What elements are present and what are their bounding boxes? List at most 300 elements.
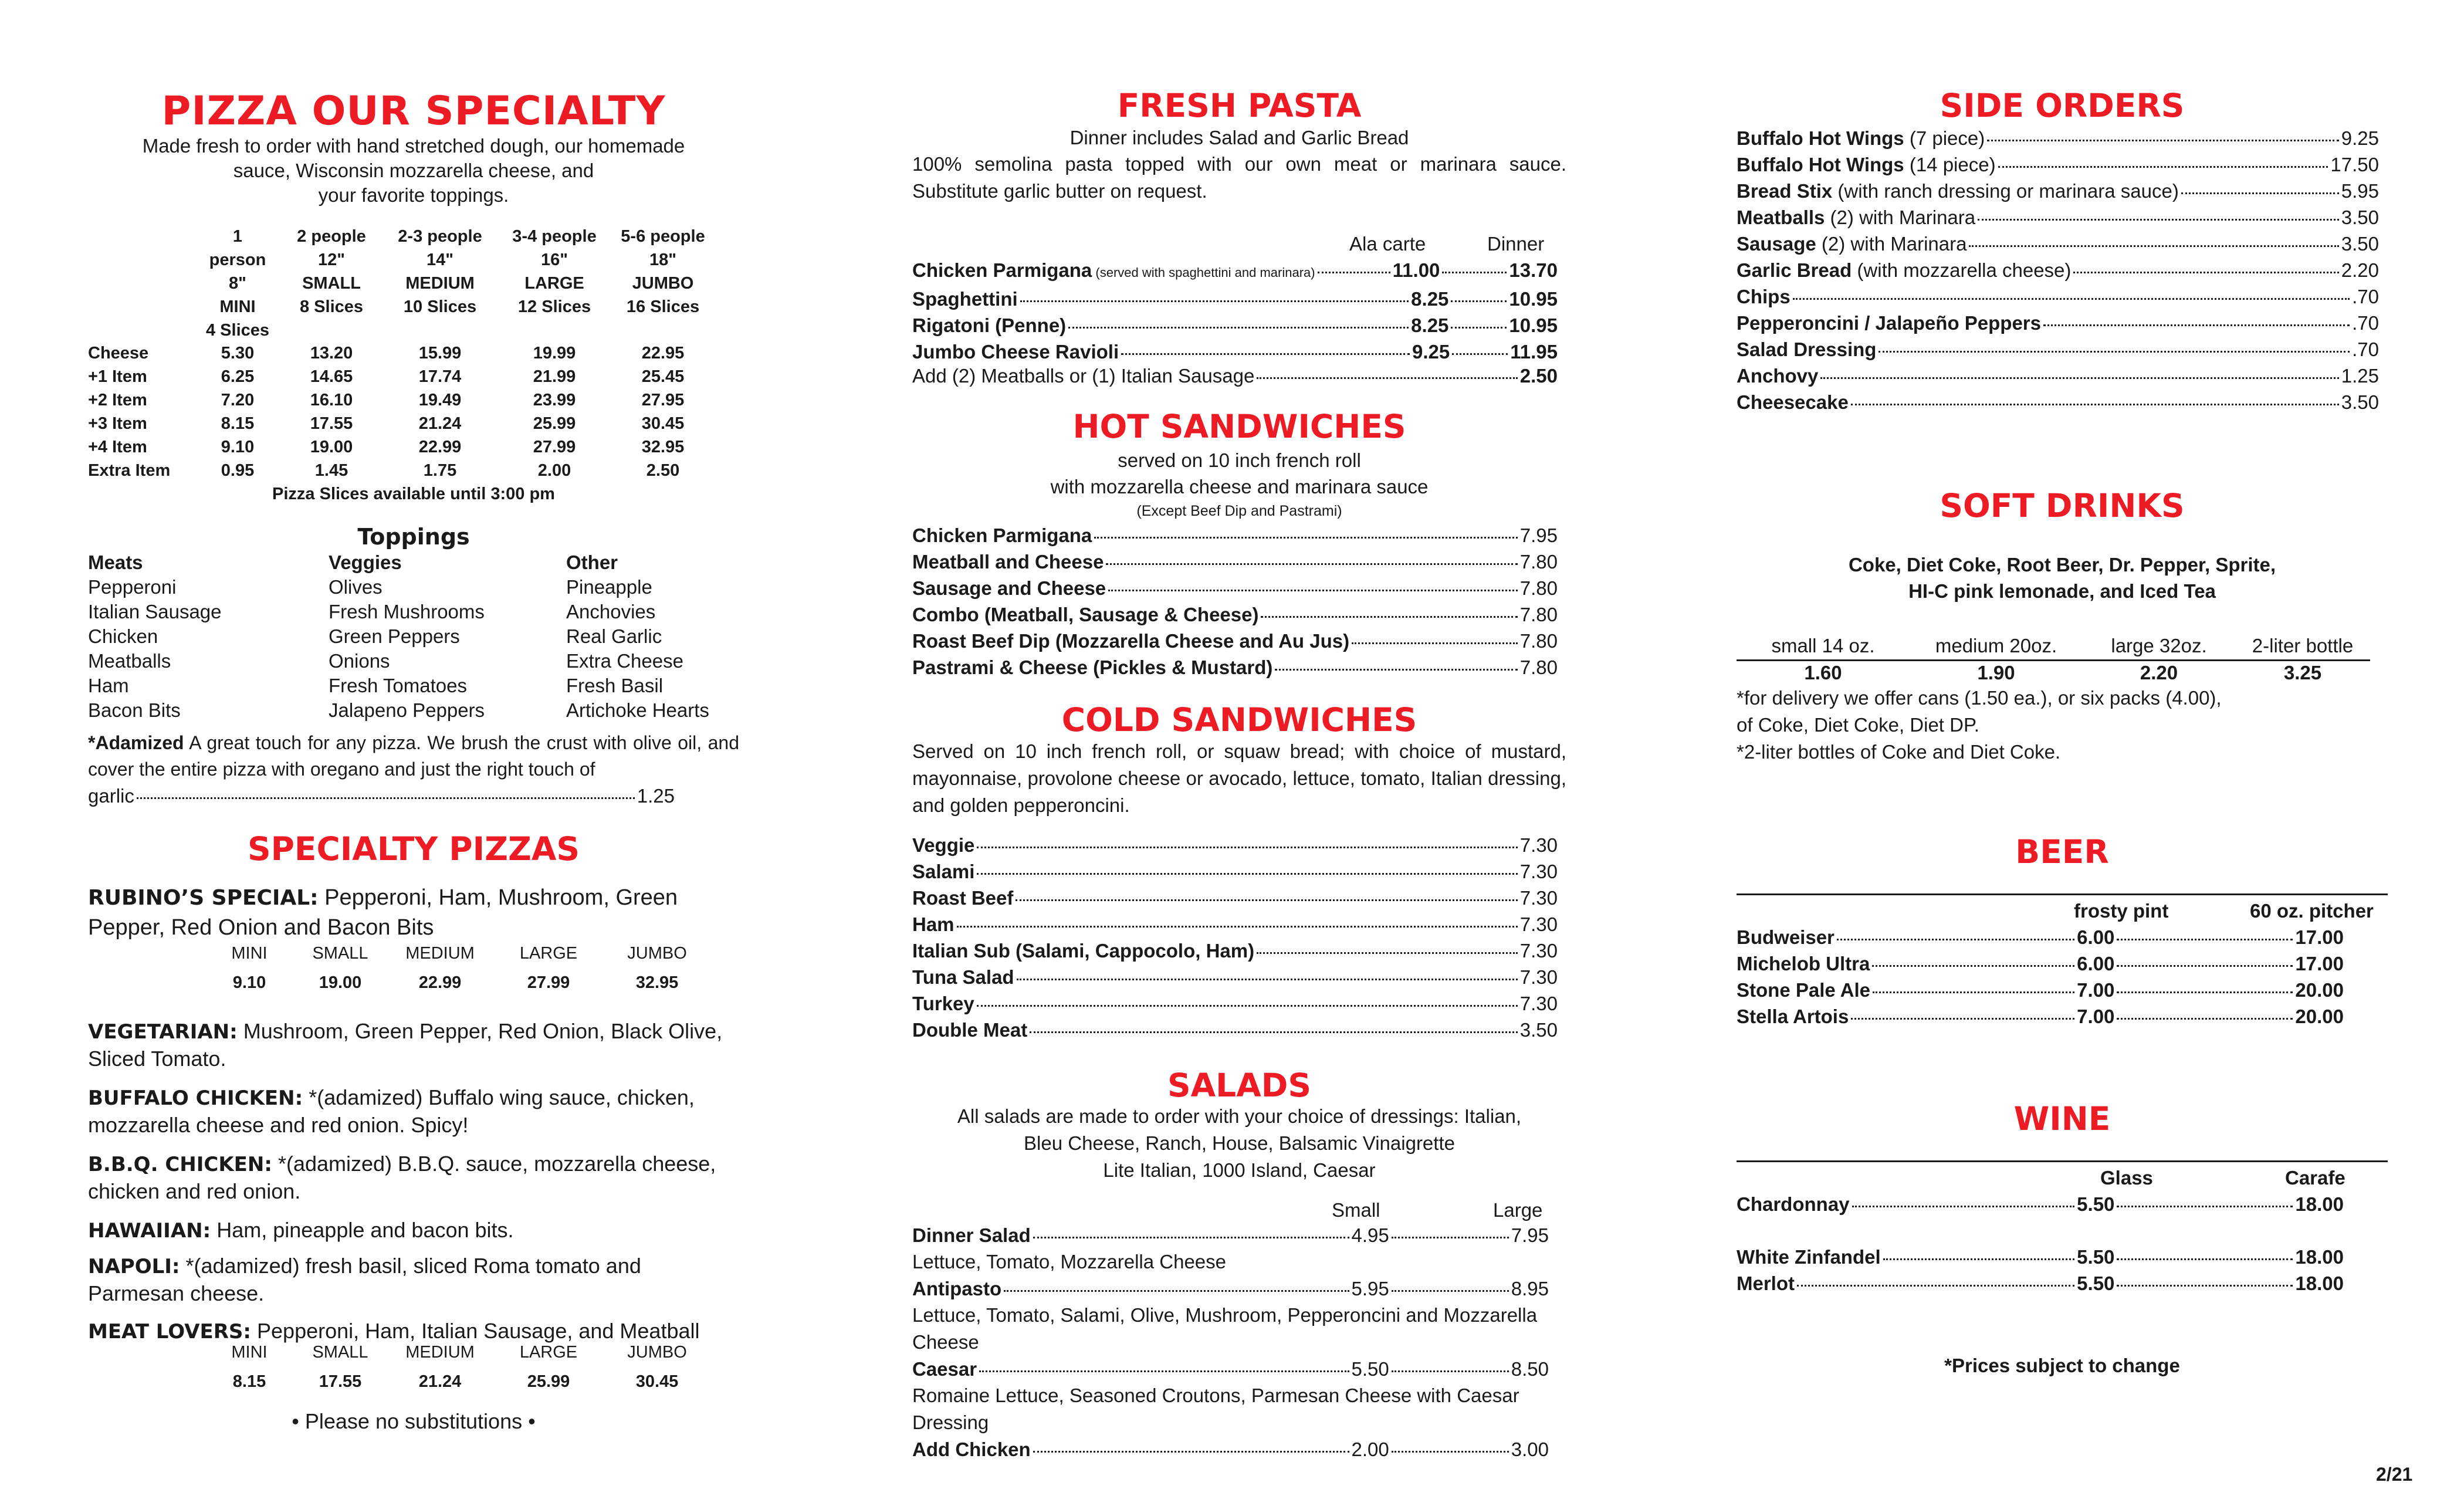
item-note: (2) with Marinara [1825, 207, 1976, 228]
pasta-sandwich-column [912, 0, 1566, 1496]
cold-desc: Served on 10 inch french roll, or squaw bread; with choice of mustard, mayonnaise, provolone cheese or avocado, lettuce, tomato, Italian dressing, and golden pepperoncini. [912, 740, 1566, 816]
dot-leader [1969, 245, 2338, 247]
size-slices: 12 Slices [517, 297, 591, 316]
item-note: (2) with Marinara [1816, 233, 1967, 255]
topping-item: Meatballs [88, 650, 171, 672]
price-small: 5.95 [1351, 1278, 1389, 1299]
side-orders-title: SIDE ORDERS [1940, 87, 2185, 124]
item-name [912, 257, 1315, 286]
dot-leader [1261, 616, 1517, 618]
price-cell: 8.15 [221, 414, 255, 433]
menu-row [912, 1017, 1558, 1043]
salad-item [912, 1436, 1558, 1463]
dot-leader [1033, 1451, 1349, 1453]
price-row-label: Extra Item [88, 461, 171, 480]
item-price: 5.95 [2341, 180, 2379, 202]
salad-desc: Romaine Lettuce, Seasoned Croutons, Parmesan Cheese with Caesar Dressing [912, 1385, 1519, 1433]
adamized-note [88, 730, 739, 783]
price-cell: 14.65 [310, 367, 353, 386]
item-title: Meatballs [1737, 207, 1825, 228]
topping-item: Anchovies [566, 601, 656, 622]
menu-row [1737, 310, 2379, 336]
price: 30.45 [635, 1372, 679, 1391]
beer-list [1737, 924, 2344, 1030]
pasta-row [912, 286, 1558, 312]
price-large: 8.50 [1511, 1358, 1549, 1380]
price-small: 4.95 [1351, 1224, 1389, 1246]
menu-row [1737, 125, 2379, 151]
menu-row [912, 654, 1558, 681]
menu-row [912, 937, 1558, 964]
menu-row [1737, 178, 2379, 204]
dot-leader [2073, 272, 2338, 273]
price-b: 17.00 [2295, 926, 2344, 948]
item-note: (7 piece) [1904, 127, 1985, 149]
price-cell: 13.20 [310, 344, 353, 363]
size-slices: 4 Slices [205, 321, 270, 340]
item-name [912, 522, 1092, 549]
price-large: 7.95 [1511, 1224, 1549, 1246]
item-title: Budweiser [1737, 926, 1835, 948]
price-cell: 15.99 [418, 344, 462, 363]
drink-size-headers [1737, 632, 2388, 661]
price-cell: 19.00 [310, 438, 353, 456]
item-name [912, 286, 1018, 312]
drinks-note-line: *2-liter bottles of Coke and Diet Coke. [1737, 741, 2061, 763]
item-title: Buffalo Hot Wings [1737, 154, 1904, 175]
dot-leader [1392, 1370, 1509, 1372]
topping-item: Ham [88, 675, 129, 696]
dot-leader [2117, 1258, 2293, 1260]
hot-sub-1: served on 10 inch french roll [1118, 449, 1361, 471]
price-a: 5.50 [2077, 1272, 2115, 1294]
item-name [1737, 231, 1967, 257]
item-title: Sausage [1737, 233, 1816, 255]
item-title: Anchovy [1737, 365, 1819, 387]
menu-row [1737, 204, 2379, 231]
menu-row [1737, 363, 2379, 389]
dot-leader [1978, 219, 2339, 221]
dot-leader [1106, 563, 1517, 565]
price-b: 18.00 [2295, 1246, 2344, 1268]
price-row-label: +4 Item [88, 438, 147, 456]
price-cell: 17.55 [310, 414, 353, 433]
item-title: Veggie [912, 834, 975, 856]
topping-item: Extra Cheese [566, 650, 683, 672]
menu-row [1737, 283, 2379, 310]
price-alacarte: 8.25 [1411, 314, 1449, 336]
item-title: Spaghettini [912, 288, 1018, 310]
drinks-note-line: *for delivery we offer cans (1.50 ea.), or six packs (4.00), [1737, 687, 2222, 709]
dot-leader [2117, 965, 2293, 967]
item-title: Merlot [1737, 1272, 1795, 1294]
size-name: JUMBO [627, 944, 687, 963]
pizza-bbq-chicken [88, 1150, 739, 1205]
price-cell: 30.45 [641, 414, 685, 433]
side-orders-list [1737, 125, 2379, 415]
pizza-price-row [88, 388, 739, 412]
topping-item: Green Peppers [329, 625, 460, 647]
wine-list [1737, 1191, 2344, 1297]
menu-row [1737, 231, 2379, 257]
dot-leader [1108, 590, 1518, 591]
menu-row [912, 990, 1558, 1017]
dot-leader [1275, 669, 1517, 671]
price-cell: 32.95 [641, 438, 685, 456]
item-title: Chicken Parmigana [912, 524, 1092, 546]
specialty-pizza-list [88, 1018, 739, 1345]
item-name [1737, 336, 1876, 363]
item-price: 7.95 [1519, 524, 1558, 546]
hot-sub-3: (Except Beef Dip and Pastrami) [1136, 503, 1342, 519]
dot-leader [977, 1005, 1518, 1007]
toppings-veggies [329, 550, 485, 723]
pizza-desc: Pepperoni, Ham, Mushroom, Green Pepper, Red Onion and Bacon Bits [88, 885, 678, 940]
menu-row [912, 858, 1558, 885]
menu-row [912, 549, 1558, 575]
price-cell: 6.25 [221, 367, 255, 386]
menu-row [1737, 151, 2379, 178]
size-inch: 18" [649, 251, 676, 269]
dot-leader [1257, 377, 1517, 379]
beer-header [1737, 898, 2388, 925]
item-title: Rigatoni (Penne) [912, 314, 1067, 336]
size-people: 2 people [297, 227, 366, 246]
toppings-title: Toppings [357, 524, 470, 550]
price-cell: 21.24 [418, 414, 462, 433]
drink-price: 2.20 [2140, 662, 2178, 683]
drink-size-prices [1737, 659, 2388, 686]
salad-desc: Lettuce, Tomato, Salami, Olive, Mushroom, Pepperoncini and Mozzarella Cheese [912, 1304, 1538, 1353]
price-dinner: 11.95 [1510, 341, 1558, 363]
item-price: 7.30 [1519, 913, 1558, 935]
size-name: MINI [219, 297, 256, 316]
dot-leader [1998, 166, 2328, 168]
topping-item: Fresh Basil [566, 675, 664, 696]
item-price: .70 [2352, 312, 2379, 334]
item-title: Stone Pale Ale [1737, 979, 1871, 1001]
price-cell: 16.10 [310, 391, 353, 409]
item-title: Cheesecake [1737, 391, 1849, 413]
size-name: JUMBO [627, 1343, 687, 1362]
topping-item: Pineapple [566, 576, 652, 598]
menu-row [912, 911, 1558, 937]
dot-leader [2117, 1285, 2293, 1287]
item-name [912, 575, 1106, 601]
drink-row [1737, 977, 2344, 1003]
item-price: 7.80 [1519, 551, 1558, 573]
item-price: 3.50 [2341, 391, 2379, 413]
price-dinner: 13.70 [1509, 259, 1558, 281]
topping-item: Italian Sausage [88, 601, 222, 622]
price-large: 3.00 [1511, 1439, 1549, 1460]
slices-note: Pizza Slices available until 3:00 pm [272, 485, 555, 503]
dot-leader [957, 926, 1518, 928]
price-cell: 23.99 [533, 391, 576, 409]
price: 32.95 [635, 973, 679, 992]
dot-leader [1352, 642, 1518, 644]
dot-leader [1004, 1290, 1349, 1292]
pizza-price-row [88, 365, 739, 388]
pizza-napoli [88, 1253, 739, 1307]
item-name [1737, 363, 1818, 389]
item-title: Chicken Parmigana [912, 259, 1092, 281]
col-head: Small [1332, 1199, 1380, 1221]
item-title: Bread Stix [1737, 180, 1833, 202]
item-price: 3.50 [2341, 207, 2379, 228]
item-price: 3.50 [2341, 233, 2379, 255]
salad-row [912, 1222, 1549, 1248]
item-price: 7.80 [1519, 577, 1558, 599]
salads-sub-line: Lite Italian, 1000 Island, Caesar [1103, 1159, 1376, 1181]
wine-divider [1737, 1160, 2388, 1162]
topping-item: Pepperoni [88, 576, 177, 598]
price: 19.00 [319, 973, 362, 992]
intro-line: sauce, Wisconsin mozzarella cheese, and [233, 160, 594, 181]
item-name [912, 990, 974, 1017]
item-name [1737, 204, 1975, 231]
dot-leader [1017, 979, 1518, 980]
item-name [912, 628, 1349, 654]
item-name [912, 601, 1258, 628]
drinks-note [1737, 685, 2388, 766]
price-dinner: 10.95 [1509, 288, 1558, 310]
drink-row [1737, 1270, 2344, 1297]
item-title: Turkey [912, 993, 974, 1014]
pizza-title: PIZZA OUR SPECIALTY [161, 88, 666, 134]
item-price: 1.25 [2341, 365, 2379, 387]
price: 9.10 [232, 973, 266, 992]
dot-leader [2117, 1018, 2293, 1020]
price-row-label: +1 Item [88, 367, 147, 386]
pizza-desc: *(adamized) fresh basil, sliced Roma tomato and Parmesan cheese. [88, 1254, 641, 1305]
price-alacarte: 8.25 [1411, 288, 1449, 310]
pizza-name: MEAT LOVERS: [88, 1320, 252, 1343]
price-dinner: 10.95 [1509, 314, 1558, 336]
size-col [202, 225, 273, 342]
item-title: Antipasto [912, 1278, 1002, 1299]
item-name [1737, 283, 1791, 310]
price-cell: 0.95 [221, 461, 255, 480]
price-cell: 7.20 [221, 391, 255, 409]
pizza-name: B.B.Q. CHICKEN: [88, 1153, 272, 1176]
item-name [912, 832, 974, 858]
size-name: SMALL [312, 1343, 368, 1362]
intro-line: your favorite toppings. [318, 184, 509, 206]
size-people: 1 person [209, 227, 266, 269]
item-name [912, 964, 1014, 990]
topping-item: Artichoke Hearts [566, 699, 709, 721]
item-title: Italian Sub (Salami, Cappocolo, Ham) [912, 940, 1255, 962]
item-price: 7.80 [1519, 604, 1558, 625]
size-name: MINI [231, 944, 268, 963]
size-inch: 16" [540, 251, 568, 269]
toppings-meats [88, 550, 222, 723]
topping-item: Chicken [88, 625, 158, 647]
item-name [912, 1017, 1027, 1043]
dot-leader [1873, 991, 2074, 993]
price-small: 2.00 [1351, 1439, 1389, 1460]
item-price: 2.50 [1519, 365, 1558, 387]
adamized-text: A great touch for any pizza. We brush the crust with olive oil, and cover the entire pizza with oregano and just the right touch of [88, 732, 739, 780]
item-note: (with mozzarella cheese) [1852, 259, 2072, 281]
size-name: MEDIUM [405, 944, 475, 963]
size-name: MEDIUM [405, 274, 475, 293]
drink-row [1737, 1003, 2344, 1030]
dot-leader [1094, 537, 1517, 539]
size-name: MINI [231, 1343, 268, 1362]
dot-leader [1797, 1285, 2074, 1287]
item-name [1737, 178, 2179, 204]
item-name [1737, 310, 2041, 336]
item-price: .70 [2352, 286, 2379, 307]
price-cell: 19.99 [533, 344, 576, 363]
price: 21.24 [418, 1372, 462, 1391]
adamized-label: *Adamized [88, 732, 184, 753]
item-title: Combo (Meatball, Sausage & Cheese) [912, 604, 1259, 625]
drink-size: 2-liter bottle [2235, 632, 2370, 661]
price-cell: 21.99 [533, 367, 576, 386]
price-cell: 22.95 [641, 344, 685, 363]
salads-list [912, 1222, 1558, 1463]
wine-header [1737, 1165, 2388, 1192]
item-price: 7.30 [1519, 887, 1558, 909]
item-name [912, 549, 1104, 575]
dot-leader [1852, 1206, 2075, 1207]
size-slices: 10 Slices [403, 297, 477, 316]
price-small: 5.50 [1351, 1358, 1389, 1380]
item-title: Salami [912, 861, 975, 882]
hot-sandwiches-title: HOT SANDWICHES [1072, 408, 1406, 445]
pizza-desc: Ham, pineapple and bacon bits. [211, 1218, 514, 1242]
pizza-price-row [88, 341, 739, 365]
col-head: 60 oz. pitcher [2250, 900, 2374, 922]
dot-leader [1452, 353, 1508, 355]
salads-sub-line: Bleu Cheese, Ranch, House, Balsamic Vinaigrette [1024, 1132, 1455, 1154]
price-cell: 19.49 [418, 391, 462, 409]
price-a: 6.00 [2077, 953, 2115, 974]
intro-line: Made fresh to order with hand stretched dough, our homemade [142, 135, 685, 157]
price: 25.99 [527, 1372, 570, 1391]
pizza-size-header [88, 225, 739, 340]
dot-leader [1820, 377, 2338, 379]
menu-row [912, 832, 1558, 858]
menu-row [1737, 336, 2379, 363]
item-price: 17.50 [2330, 154, 2379, 175]
dot-leader [1451, 300, 1507, 302]
drinks-note-line: of Coke, Diet Coke, Diet DP. [1737, 714, 1979, 736]
dot-leader [1851, 404, 2339, 405]
item-title: Michelob Ultra [1737, 953, 1870, 974]
col-head: Ala carte [1349, 233, 1426, 255]
item-title: Roast Beef [912, 887, 1014, 909]
item-name [912, 858, 974, 885]
item-price: 9.25 [2341, 127, 2379, 149]
size-slices: 16 Slices [626, 297, 700, 316]
item-title: Buffalo Hot Wings [1737, 127, 1904, 149]
item-name [912, 911, 955, 937]
dot-leader [1318, 272, 1390, 273]
item-note: (14 piece) [1904, 154, 1996, 175]
page-number: 2/21 [2376, 1464, 2413, 1485]
item-name [1737, 389, 1849, 415]
drink-price: 1.60 [1804, 662, 1842, 683]
item-title: Garlic Bread [1737, 259, 1852, 281]
price: 22.99 [418, 973, 462, 992]
adamized-price: 1.25 [637, 785, 675, 807]
item-name [1737, 257, 2071, 283]
adamized-last-word: garlic [88, 785, 134, 807]
item-title: White Zinfandel [1737, 1246, 1881, 1268]
item-title: Salad Dressing [1737, 339, 1877, 360]
dot-leader [977, 847, 1517, 848]
size-col [296, 225, 367, 319]
item-price: 7.30 [1519, 966, 1558, 988]
size-people: 2-3 people [398, 227, 482, 246]
item-title: Add Chicken [912, 1439, 1031, 1460]
dot-leader [1030, 1031, 1518, 1033]
item-title: Tuna Salad [912, 966, 1014, 988]
salads-sub-line: All salads are made to order with your choice of dressings: Italian, [957, 1105, 1522, 1127]
pasta-title: FRESH PASTA [1117, 87, 1362, 124]
dot-leader [1793, 298, 2350, 300]
no-substitutions: • Please no substitutions • [292, 1409, 536, 1433]
dot-leader [1872, 965, 2074, 967]
drink-row [1737, 924, 2344, 950]
menu-row [912, 964, 1558, 990]
price-row-label: +2 Item [88, 391, 147, 409]
dot-leader [2181, 192, 2339, 194]
sides-drinks-column [1737, 0, 2388, 1496]
item-title: Ham [912, 913, 955, 935]
dot-leader [1879, 351, 2350, 353]
hot-sandwich-list [912, 522, 1558, 681]
pizza-name: VEGETARIAN: [88, 1020, 238, 1044]
adamized-price-row [88, 783, 675, 809]
menu-row [912, 628, 1558, 654]
price-cell: 5.30 [221, 344, 255, 363]
item-price: 2.20 [2341, 259, 2379, 281]
salads-title: SALADS [1167, 1067, 1312, 1104]
soft-drinks-title: SOFT DRINKS [1940, 487, 2185, 524]
item-title: Pastrami & Cheese (Pickles & Mustard) [912, 656, 1273, 678]
menu-row [912, 575, 1558, 601]
pasta-row [912, 339, 1558, 365]
dot-leader [1987, 140, 2339, 141]
size-name: JUMBO [632, 274, 694, 293]
rubino-special [88, 883, 739, 942]
salad-row [912, 1436, 1549, 1463]
price-cell: 1.45 [314, 461, 348, 480]
item-name [912, 654, 1272, 681]
item-title: Roast Beef Dip (Mozzarella Cheese and Au Jus) [912, 630, 1350, 652]
item-name [912, 885, 1013, 911]
specialty-title: SPECIALTY PIZZAS [247, 830, 580, 868]
item-title: Sausage and Cheese [912, 577, 1106, 599]
toppings-head: Other [566, 551, 618, 573]
topping-item: Fresh Mushrooms [329, 601, 485, 622]
size-name: LARGE [524, 274, 584, 293]
rubino-prices [88, 942, 739, 994]
dot-leader [1392, 1237, 1509, 1238]
pizza-desc: *(adamized) B.B.Q. sauce, mozzarella cheese, chicken and red onion. [88, 1152, 716, 1203]
price-alacarte: 9.25 [1412, 341, 1450, 363]
price-cell: 25.45 [641, 367, 685, 386]
drink-row [1737, 950, 2344, 977]
price-row-label: Cheese [88, 344, 149, 363]
pasta-row [912, 312, 1558, 339]
drinks-list-1: Coke, Diet Coke, Root Beer, Dr. Pepper, Sprite, [1848, 554, 2276, 576]
